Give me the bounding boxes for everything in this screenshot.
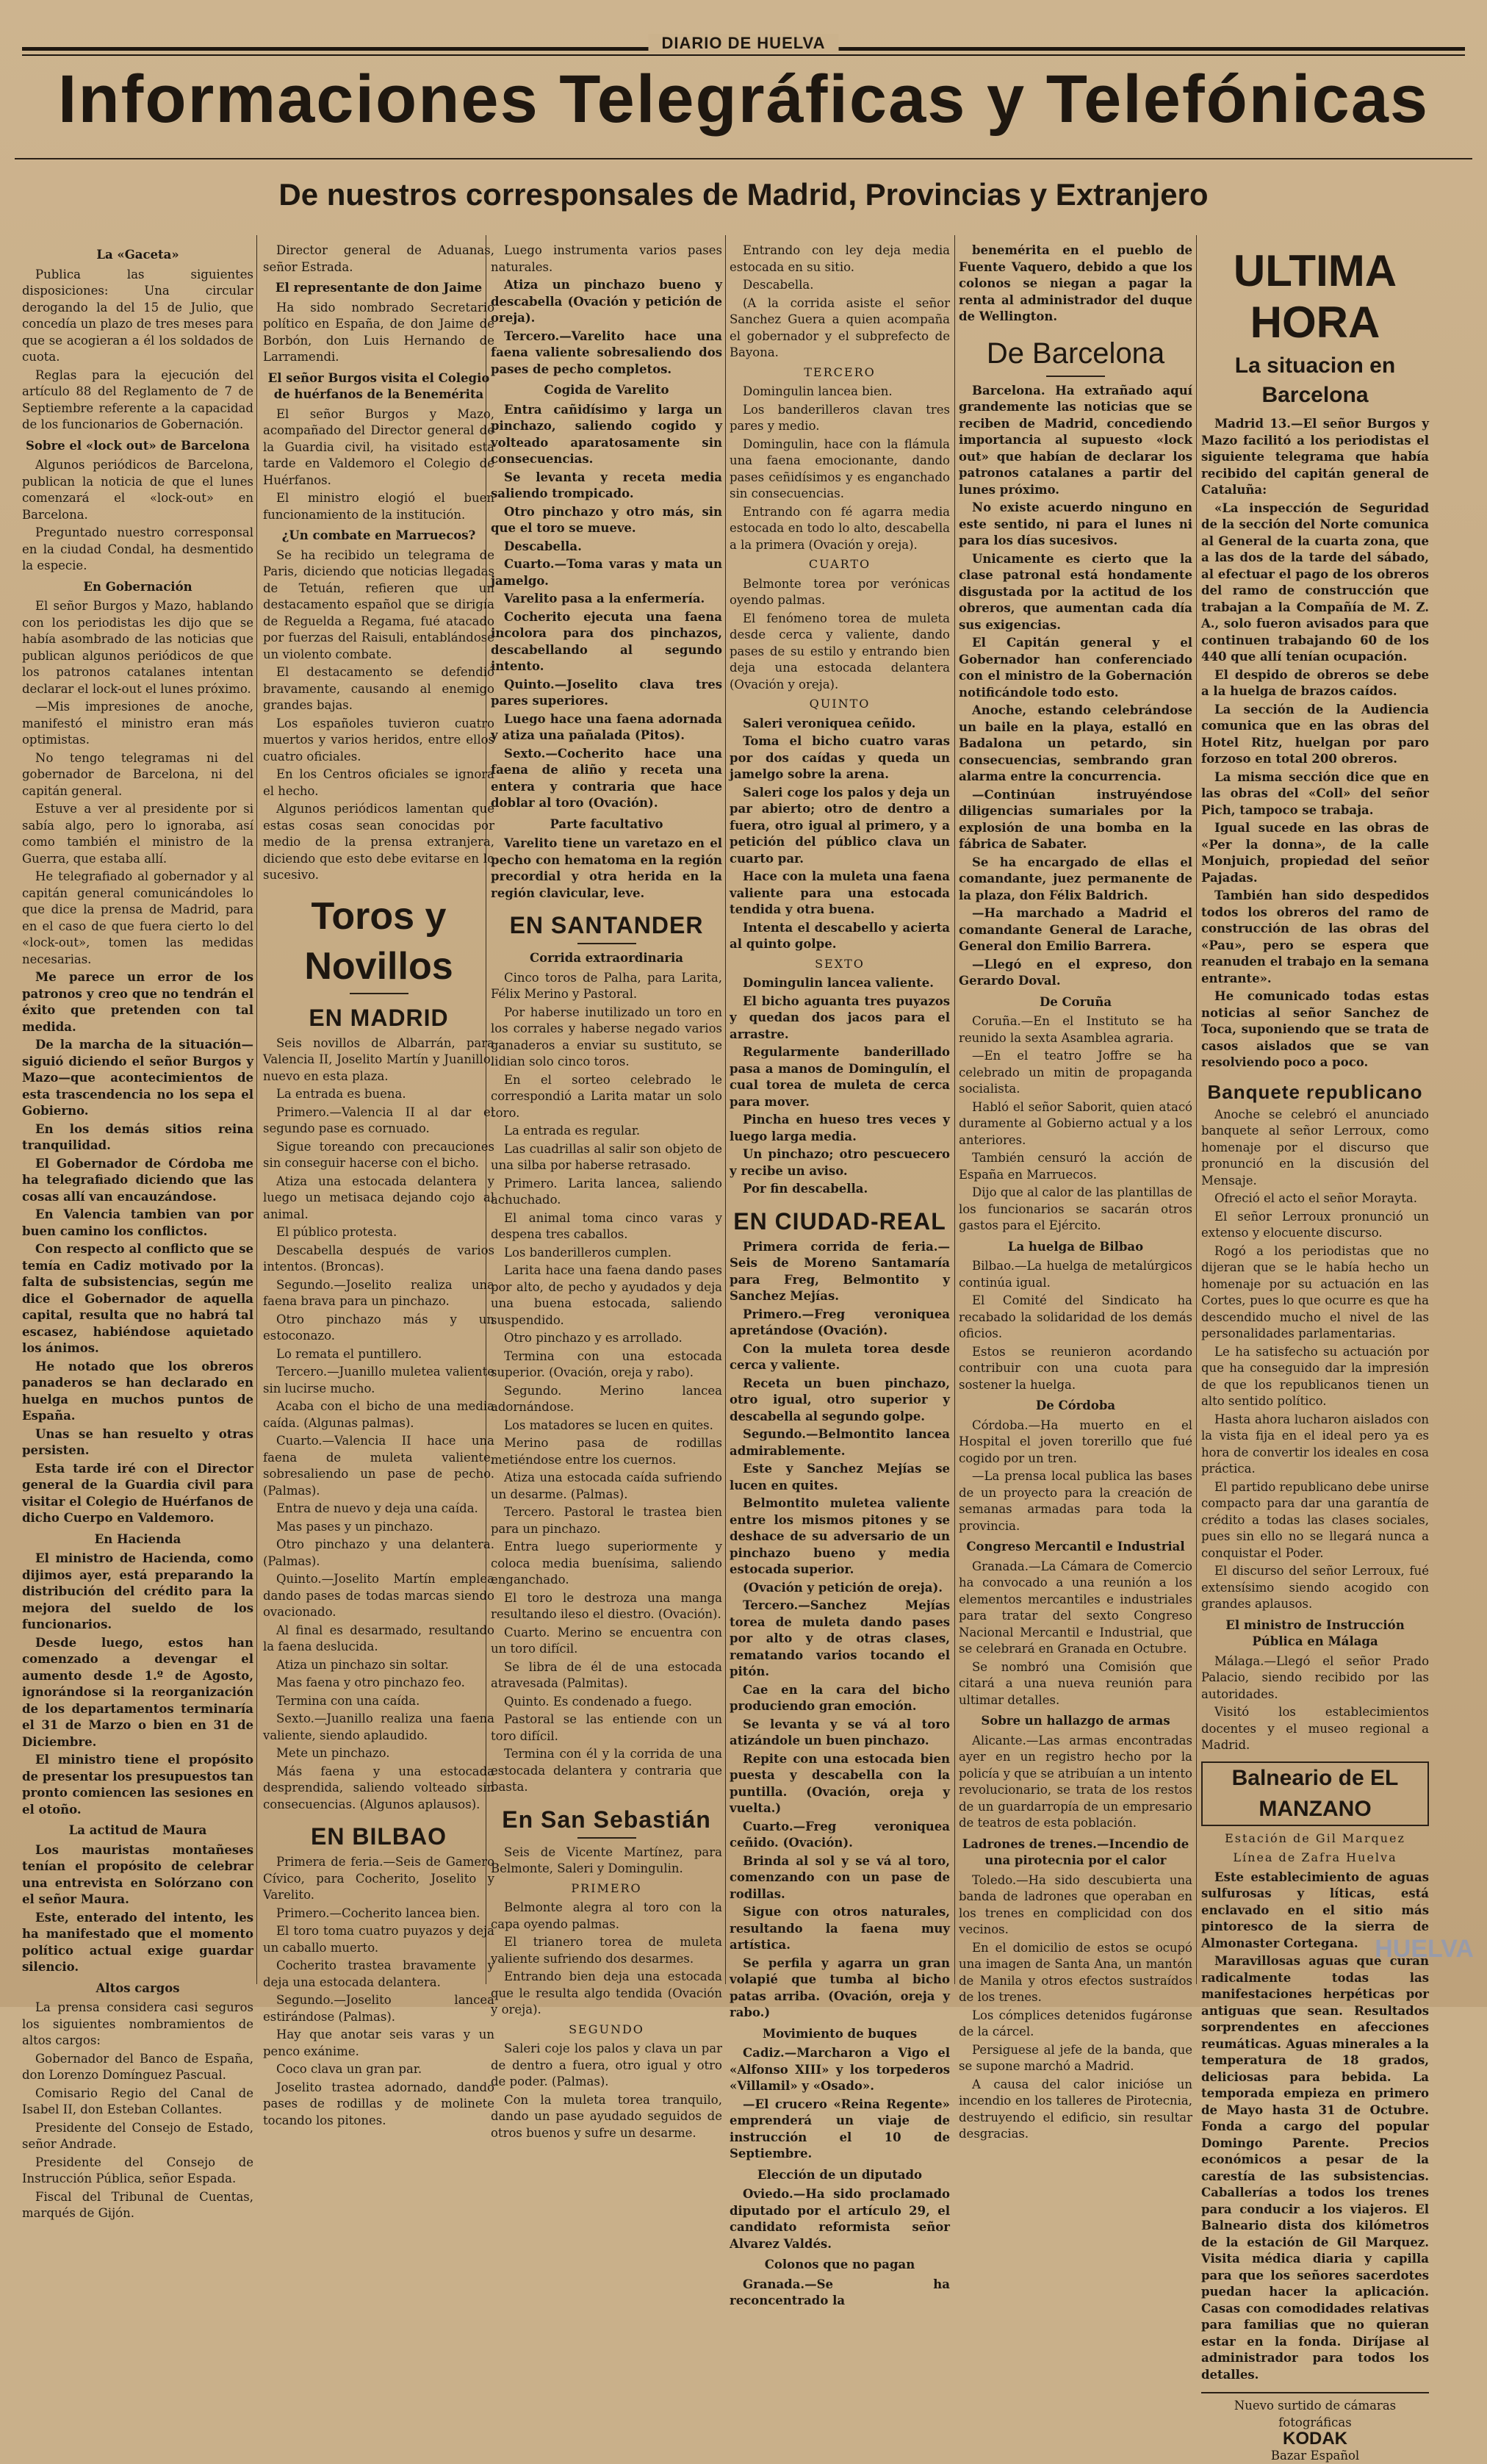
paragraph: La entrada es regular.: [504, 1124, 641, 1138]
paragraph: Comisario Regio del Canal de Isabel II, don Esteban Collantes.: [22, 2086, 253, 2116]
paragraph: Primera corrida de feria.—Seis de Moreno Santamaría para Freg, Belmontito y Sanchez Mejías.: [730, 1239, 950, 1303]
paragraph: Tercero.—Varelito hace una faena valiente sobresaliendo dos pases de pecho completos.: [491, 328, 722, 376]
paragraph: Tercero.—Sanchez Mejías torea de muleta dando pases por alto y de otras clases, rematando varios tocando el pitón.: [730, 1598, 950, 1678]
paragraph: Gobernador del Banco de España, don Lorenzo Domínguez Pascual.: [22, 2051, 253, 2082]
paragraph: Atiza un pinchazo sin soltar.: [276, 1657, 449, 1672]
paragraph: Primero. Larita lancea, saliendo achuchado.: [491, 1176, 722, 1207]
paragraph: Segundo.—Belmontito lancea admirablemente.: [730, 1427, 950, 1458]
paragraph: Unas se han resuelto y otras persisten.: [22, 1426, 253, 1457]
paragraph: Otro pinchazo y otro más, sin que el toro se mueve.: [491, 504, 722, 535]
kodak-advert: [1201, 2392, 1429, 2464]
paragraph: El ministro de Hacienda, como dijimos ayer, está preparando la distribución del crédito para la mejora del sueldo de los funcionarios.: [22, 1551, 253, 1631]
paragraph: Atiza una estocada delantera y luego un metisaca dejando cojo al animal.: [263, 1174, 494, 1221]
paragraph: —Mis impresiones de anoche, manifestó el ministro eran más optimistas.: [22, 700, 253, 747]
paragraph: Hasta ahora lucharon aislados con la vista fija en el ideal pero ya es hora de convertir los ideales en cosa práctica.: [1201, 1412, 1429, 1476]
paragraph: Se nombró una Comisión que citará a una nueva reunión para ultimar detalles.: [959, 1659, 1192, 1707]
headline: De Coruña: [1039, 994, 1112, 1009]
paragraph: La misma sección dice que en las obras del «Coll» del señor Pich, tampoco se trabaja.: [1201, 769, 1429, 817]
column-3: [491, 243, 722, 2140]
section-title: De Barcelona: [986, 337, 1165, 370]
paragraph: Belmontito muletea valiente entre los mismos pitones y se deshace de su adversario de un pinchazo bueno y media estocada superior.: [730, 1496, 950, 1576]
act-label: SEXTO: [815, 956, 865, 971]
paragraph: Termina con él y la corrida de una estocada delantera y contraria que basta.: [491, 1747, 722, 1794]
column-rule: [1196, 235, 1197, 1984]
paragraph: Dijo que al calor de las plantillas de los funcionarios se sacarán otros gastos para el Ejército.: [959, 1185, 1192, 1232]
paragraph: Granada.—La Cámara de Comercio ha convocado a una reunión a los elementos mercantiles e industriales para tratar del sexto Congreso Nacional Mercantil e Industrial, que se celebrará en Granada en Octubre.: [959, 1559, 1192, 1656]
page-subbanner: De nuestros corresponsales de Madrid, Provincias y Extranjero: [278, 177, 1209, 212]
column-2: [263, 243, 494, 2127]
paragraph: Alicante.—Las armas encontradas ayer en un registro hecho por la policía y que se atribuían a un intento revolucionario, se trata de los restos de un guardarropía de un empresario de teatros de esta población.: [959, 1733, 1192, 1830]
headline: Corrida extraordinaria: [530, 951, 683, 965]
paragraph: Este, enterado del intento, les ha manifestado que el momento político actual exige guardar silencio.: [22, 1910, 253, 1974]
section-ornament: [577, 943, 636, 944]
paragraph: Saleri coje los palos y clava un par de dentro a fuera, otro igual y otro de poder. (Palmas).: [491, 2041, 722, 2088]
section-title: En San Sebastián: [502, 1806, 711, 1833]
paragraph: Entra de nuevo y deja una caída.: [276, 1501, 478, 1515]
page-banner: Informaciones Telegráficas y Telefónicas: [57, 62, 1430, 137]
headline: El representante de don Jaime: [275, 281, 483, 295]
advert-line: Línea de Zafra Huelva: [1233, 1850, 1397, 1864]
paragraph: Seis novillos de Albarrán, para Valencia II, Joselito Martín y Juanillo, nuevo en esta plaza.: [263, 1035, 494, 1083]
paragraph: En los demás sitios reina tranquilidad.: [22, 1121, 253, 1152]
section-ornament: [577, 1837, 636, 1839]
paragraph: Descabella.: [504, 539, 582, 553]
paragraph: Cuarto.—Freg veroniquea ceñido. (Ovación).: [730, 1819, 950, 1850]
paragraph: Se levanta y receta media saliendo trompicado.: [491, 470, 722, 500]
paragraph: El señor Burgos y Mazo, acompañado del Director general de la Guardia civil, ha visitado esta tarde en Valdemoro el Colegio de Huérfanos.: [263, 406, 494, 487]
paragraph: Publica las siguientes disposiciones: Una circular derogando la del 15 de Julio, que concedía un plazo de tres meses para que se acogieran a él los soldados de cuota.: [22, 267, 253, 364]
paragraph: Otro pinchazo y es arrollado.: [504, 1331, 683, 1345]
paragraph: Atiza un pinchazo bueno y descabella (Ovación y petición de oreja).: [491, 278, 722, 325]
paragraph: Sexto.—Juanillo realiza una faena valiente, siendo aplaudido.: [263, 1711, 494, 1742]
section-title: EN SANTANDER: [509, 912, 704, 938]
masthead: [22, 22, 1465, 59]
paragraph: El destacamento se defendió bravamente, causando al enemigo grandes bajas.: [263, 665, 494, 712]
paragraph: Rogó a los periodistas que no dijeran que se le había hecho un homenaje por su actuación en las Cortes, pues lo que ocurre es que ha descendido mucho el nivel de las personalidades parlamentarias.: [1201, 1243, 1429, 1340]
paragraph: Repite con una estocada bien puesta y descabella con la puntilla. (Ovación, oreja y vuelta.): [730, 1751, 950, 1815]
paragraph: Igual sucede en las obras de «Per la donna», de la calle Monjuich, propiedad del señor Pajadas.: [1201, 821, 1429, 885]
headline: Colonos que no pagan: [764, 2258, 915, 2271]
paragraph: Habló el señor Saborit, quien atacó duramente al Gobierno actual y a los anteriores.: [959, 1099, 1192, 1147]
paragraph: El despido de obreros se debe a la huelga de brazos caídos.: [1201, 667, 1429, 698]
paper-name: DIARIO DE HUELVA: [649, 34, 839, 53]
column-6: [1201, 243, 1429, 2463]
paragraph: Maravillosas aguas que curan radicalmente todas las manifestaciones herpéticas por antiguas que sean. Resultados sorprendentes en afecciones reumáticas. Aguas minerales a la temperatura de 18 grados, deliciosas para bebida. La temporada empieza en primero de Mayo hasta 31 de Octubre. Fonda a cargo del popular Domingo Parente. Precios económicos a pesar de la carestía de las subsistencias. Caballerías a todos los trenes para conducir a los viajeros. El Balneario dista dos kilómetros de la estación de Gil Marquez. Visita médica diaria y capilla para que los señores sacerdotes puedan hacer la aplicación. Casas con comodidades relativas para familias que no quieran estar en la fonda. Diríjase al administrador para todos los detalles.: [1201, 1954, 1429, 2382]
section-title: Banquete republicano: [1207, 1080, 1423, 1103]
paragraph: Reglas para la ejecución del artículo 88 del Reglamento de 7 de Septiembre referente a la capacidad de los funcionarios de Gobernación.: [22, 367, 253, 431]
paragraph: Los mauristas montañeses tenían el propósito de celebrar una entrevista en Solórzano con el señor Maura.: [22, 1842, 253, 1906]
paragraph: Toma el bicho cuatro varas por dos caídas y queda un jamelgo sobre la arena.: [730, 734, 950, 781]
paragraph: De la marcha de la situación—siguió diciendo el señor Burgos y Mazo—que acontecimientos de esta trascendencia no los sepa el Gobierno.: [22, 1038, 253, 1118]
section-title: EN MADRID: [309, 1004, 449, 1031]
headline: El señor Burgos visita el Colegio de huérfanos de la Benemérita: [267, 370, 490, 401]
paragraph: El señor Burgos y Mazo, hablando con los periodistas les dijo que se había asombrado de las noticias que publican algunos periódicos de que los patronos catalanes intentan declarar el lock-out el lunes próximo.: [22, 599, 253, 696]
archive-watermark: HUELVA: [1375, 1935, 1474, 1963]
paragraph: El ministro tiene el propósito de presentar los presupuestos tan pronto comiencen las sesiones en el otoño.: [22, 1753, 253, 1817]
column-rule: [954, 235, 955, 1984]
headline: La actitud de Maura: [68, 1823, 207, 1837]
paragraph: —Llegó en el expreso, don Gerardo Doval.: [959, 957, 1192, 988]
paragraph: Los cómplices detenidos fugáronse de la cárcel.: [959, 2008, 1192, 2039]
headline: La «Gaceta»: [96, 248, 179, 262]
paragraph: Esta tarde iré con el Director general de la Guardia civil para visitar el Colegio de Huérfanos de dicho Cuerpo en Valdemoro.: [22, 1461, 253, 1525]
paragraph: He telegrafiado al gobernador y al capitán general comunicándoles lo que dice la prensa de Madrid, para en el caso de que fuera cierto lo del «lock-out», tomen las medidas necesarias.: [22, 869, 253, 966]
paragraph: Se ha recibido un telegrama de Paris, diciendo que noticias llegadas de Tetuán, refieren que un destacamento español que se dirigía de Reguelda a Regama, fué atacado por fuerzas del Raisuli, entablándose un violento combate.: [263, 547, 494, 661]
paragraph: Director general de Aduanas, señor Estrada.: [263, 243, 494, 274]
paragraph: He comunicado todas estas noticias al señor Sanchez de Toca, suponiendo que se trata de casos aislados que se van resolviendo poco a poco.: [1201, 989, 1429, 1069]
headline: Altos cargos: [96, 1980, 180, 1995]
paragraph: Anoche, estando celebrándose un baile en la playa, estalló en Badalona un petardo, sin consecuencias, sembrando gran alarma entre la concurrencia.: [959, 703, 1192, 783]
headline: El ministro de Instrucción Pública en Málaga: [1225, 1617, 1405, 1648]
paragraph: Brinda al sol y se vá al toro, comenzando con un pase de rodillas.: [730, 1853, 950, 1901]
section-ornament: [1046, 376, 1105, 377]
paragraph: Fiscal del Tribunal de Cuentas, marqués de Gijón.: [22, 2189, 253, 2220]
paragraph: Ofreció el acto el señor Morayta.: [1214, 1191, 1417, 1205]
paragraph: Este establecimiento de aguas sulfurosas y líticas, está enclavado en el sitio más pintoresco de la sierra de Almonaster Cortegana.: [1201, 1869, 1429, 1950]
paragraph: Primero.—Freg veroniquea apretándose (Ovación).: [730, 1307, 950, 1337]
paragraph: Cuarto.—Valencia II hace una faena de muleta valiente, sobresaliendo un pase de pecho. (Palmas).: [263, 1434, 494, 1498]
act-label: CUARTO: [808, 557, 871, 571]
paragraph: El público protesta.: [276, 1225, 397, 1239]
paragraph: También censuró la acción de España en Marruecos.: [959, 1151, 1192, 1182]
column-4: [730, 243, 950, 2307]
paragraph: El bicho aguanta tres puyazos y quedan dos jacos para el arrastre.: [730, 994, 950, 1041]
paragraph: (A la corrida asiste el señor Sanchez Guera a quien acompaña el gobernador y el subprefecto de Bayona.: [730, 295, 950, 359]
paragraph: —En el teatro Joffre se ha celebrado un mitin de propaganda socialista.: [959, 1049, 1192, 1096]
paragraph: Regularmente banderillado pasa a manos de Domingulín, el cual torea de muleta de cerca para mover.: [730, 1045, 950, 1109]
paragraph: Belmonte alegra al toro con la capa oyendo palmas.: [491, 1900, 722, 1931]
paragraph: Los banderilleros clavan tres pares y medio.: [730, 402, 950, 433]
section-title: EN BILBAO: [311, 1823, 447, 1850]
paragraph: Coco clava un gran par.: [276, 2062, 422, 2076]
paragraph: Varelito tiene un varetazo en el pecho con hematoma en la región precordial y otra herida en la región clavicular, leve.: [491, 836, 722, 900]
paragraph: Algunos periódicos lamentan que estas cosas sean conocidas por medio de la prensa extranjera, diciendo que esto debe evitarse en lo sucesivo.: [263, 802, 494, 882]
paragraph: En el domicilio de estos se ocupó una imagen de Santa Ana, un mantón de Manila y otros efectos sustraídos de los trenes.: [959, 1940, 1192, 2004]
paragraph: Entrando bien deja una estocada que le resulta algo tendida (Ovación y oreja).: [491, 1969, 722, 2016]
paragraph: Toledo.—Ha sido descubierta una banda de ladrones que operaban en los trenes en complicidad con dos vecinos.: [959, 1872, 1192, 1936]
paragraph: Acaba con el bicho de una media caída. (Algunas palmas).: [263, 1399, 494, 1430]
paragraph: Estos se reunieron acordando contribuir con una cuota para sostener la huelga.: [959, 1344, 1192, 1392]
headline: Parte facultativo: [550, 816, 663, 831]
paragraph: Domingulin lancea valiente.: [743, 976, 934, 990]
paragraph: A causa del calor inicióse un incendio en los talleres de Pirotecnia, destruyendo el edificio, sin resultar desgracias.: [959, 2077, 1192, 2141]
paragraph: Domingulin, hace con la flámula una faena emocionante, dando pases ceñidísimos y es enganchado sin consecuencias.: [730, 437, 950, 500]
headline: Congreso Mercantil e Industrial: [966, 1540, 1185, 1554]
paragraph: Los banderilleros cumplen.: [504, 1245, 672, 1260]
headline: En Gobernación: [83, 579, 192, 594]
paragraph: Más faena y una estocada desprendida, saliendo volteado sin consecuencias. (Algunos aplausos).: [263, 1764, 494, 1811]
paragraph: La sección de la Audiencia comunica que en las obras del Hotel Ritz, huelgan por paro forzoso en total 200 obreros.: [1201, 702, 1429, 766]
paragraph: Cocherito trastea bravamente y deja una estocada delantera.: [263, 1958, 494, 1989]
paragraph: Málaga.—Llegó el señor Prado Palacio, siendo recibido por las autoridades.: [1201, 1653, 1429, 1701]
paragraph: La entrada es buena.: [276, 1087, 406, 1101]
paragraph: Domingulin lancea bien.: [743, 384, 893, 398]
column-rule: [725, 235, 726, 1984]
paragraph: Belmonte torea por verónicas oyendo palmas.: [730, 576, 950, 607]
paragraph: El partido republicano debe unirse compacto para dar una garantía de crédito a todas las clases sociales, pues sin ello no se llegará nunca a conquistar el Poder.: [1201, 1479, 1429, 1560]
paragraph: —Ha marchado a Madrid el comandante General de Larache, General don Emilio Barrera.: [959, 906, 1192, 953]
paragraph: Saleri veroniquea ceñido.: [743, 716, 916, 730]
paragraph: El Capitán general y el Gobernador han conferenciado con el ministro de la Gobernación notificándole todo esto.: [959, 636, 1192, 700]
paragraph: Mas pases y un pinchazo.: [276, 1519, 433, 1534]
paragraph: Me parece un error de los patronos y creo que no tendrán el éxito que pretenden con tal medida.: [22, 970, 253, 1034]
paragraph: Ha sido nombrado Secretario político en España, de don Jaime de Borbón, don Luis Hernando de Larramendi.: [263, 300, 494, 364]
paragraph: Coruña.—En el Instituto se ha reunido la sexta Asamblea agraria.: [959, 1014, 1192, 1045]
paragraph: Luego instrumenta varios pases naturales.: [491, 243, 722, 274]
paragraph: Mete un pinchazo.: [276, 1746, 390, 1760]
paragraph: Oviedo.—Ha sido proclamado diputado por el artículo 29, el candidato reformista señor Alvarez Valdés.: [730, 2187, 950, 2251]
paragraph: El toro toma cuatro puyazos y deja un caballo muerto.: [263, 1924, 494, 1955]
column-1: [22, 243, 253, 2220]
paragraph: Córdoba.—Ha muerto en el Hospital el joven torerillo que fué cogido por un tren.: [959, 1418, 1192, 1465]
paragraph: Pincha en hueso tres veces y luego larga media.: [730, 1113, 950, 1143]
paragraph: Termina con una estocada superior. (Ovación, oreja y rabo).: [491, 1348, 722, 1379]
paragraph: Por haberse inutilizado un toro en los corrales y haberse negado varios ganaderos a enviar su sustituto, se lidian solo cinco toros.: [491, 1005, 722, 1068]
paragraph: He notado que los obreros panaderos se han declarado en huelga en muchos puntos de España.: [22, 1359, 253, 1423]
paragraph: El fenómeno torea de muleta desde cerca y valiente, dando pases de su estilo y entrando bien deja una estocada delantera (Ovación y oreja).: [730, 611, 950, 692]
paragraph: Unicamente es cierto que la clase patronal está hondamente disgustada por la actitud de los obreros, que aumentan cada día sus exigencias.: [959, 551, 1192, 632]
paragraph: También han sido despedidos todos los obreros del ramo de construcción de las obras del «Pau», pero se espera que reanuden el trabajo en la semana entrante».: [1201, 888, 1429, 985]
advert-line: Nuevo surtido de cámaras fotográficas: [1234, 2399, 1397, 2429]
paragraph: Termina con una caída.: [276, 1693, 420, 1708]
column-5: [959, 243, 1192, 2141]
paragraph: —La prensa local publica las bases de un proyecto para la creación de semanas armadas para toda la provincia.: [959, 1469, 1192, 1533]
paragraph: Segundo. Merino lancea adornándose.: [491, 1383, 722, 1414]
paragraph: Se perfila y agarra un gran volapié que tumba al bicho patas arriba. (Ovación, oreja y rabo.): [730, 1955, 950, 2019]
act-label: SEGUNDO: [569, 2022, 644, 2036]
advert-line: Estación de Gil Marquez: [1225, 1831, 1405, 1845]
paragraph: El ministro elogió el buen funcionamiento de la institución.: [263, 491, 494, 522]
paragraph: Tercero. Pastoral le trastea bien para un pinchazo.: [491, 1505, 722, 1536]
paragraph: El trianero torea de muleta valiente sufriendo dos desarmes.: [491, 1935, 722, 1966]
paragraph: Receta un buen pinchazo, otro igual, otro superior y descabella al segundo golpe.: [730, 1376, 950, 1423]
act-label: TERCERO: [804, 364, 876, 379]
banner-rule: [15, 158, 1472, 159]
paragraph: Madrid 13.—El señor Burgos y Mazo facilitó a los periodistas el siguiente telegrama que había recibido del capitán general de Cataluña:: [1201, 417, 1429, 497]
paragraph: Granada.—Se ha reconcentrado la: [730, 2277, 950, 2307]
advert-title: Balneario de EL MANZANO: [1201, 1761, 1429, 1826]
headline: Sobre un hallazgo de armas: [981, 1714, 1170, 1728]
paragraph: El Comité del Sindicato ha recabado la solidaridad de los demás oficios.: [959, 1293, 1192, 1340]
paragraph: Tercero.—Juanillo muletea valiente sin lucirse mucho.: [263, 1365, 494, 1396]
advert-line: Bazar Español: [1270, 2448, 1360, 2463]
paragraph: Primero.—Valencia II al dar el segundo pase es cornuado.: [263, 1105, 494, 1135]
paragraph: Otro pinchazo más y un estoconazo.: [263, 1312, 494, 1343]
headline: En Hacienda: [94, 1531, 181, 1546]
paragraph: Preguntado nuestro corresponsal en la ciudad Condal, ha desmentido la especie.: [22, 525, 253, 572]
paragraph: El señor Lerroux pronunció un extenso y elocuente discurso.: [1201, 1209, 1429, 1240]
paragraph: Anoche se celebró el anunciado banquete al señor Lerroux, como homenaje por el discurso que pronunció en la discusión del Mensaje.: [1201, 1107, 1429, 1188]
paragraph: El toro le destroza una manga resultando ileso el diestro. (Ovación).: [491, 1590, 722, 1621]
paragraph: benemérita en el pueblo de Fuente Vaquero, debido a que los colonos se niegan a pagar la renta al administrador del duque de Wellington.: [959, 243, 1192, 323]
paragraph: Descabella.: [743, 278, 814, 292]
paragraph: No existe acuerdo ninguno en este sentido, ni para el lunes ni para los días sucesivos.: [959, 500, 1192, 547]
paragraph: Saleri coge los palos y deja un par abierto; otro de dentro a fuera, otro igual al primero, y a petición del público clava un cuarto par.: [730, 785, 950, 866]
paragraph: —Continúan instruyéndose diligencias sumariales por la explosión de una bomba en la fábrica de Sabater.: [959, 787, 1192, 851]
paragraph: Varelito pasa a la enfermería.: [504, 592, 705, 606]
paragraph: Cocherito ejecuta una faena incolora para dos pinchazos, descabellando al segundo intento.: [491, 609, 722, 673]
headline: La situacion en Barcelona: [1234, 353, 1396, 407]
paragraph: Hace con la muleta una faena valiente para una estocada tendida y otra buena.: [730, 869, 950, 916]
paragraph: Barcelona. Ha extrañado aquí grandemente las noticias que se reciben de Madrid, concediendo importancia al supuesto «lock out» que habían de declarar los patronos catalanes a partir del lunes próximo.: [959, 383, 1192, 497]
paragraph: Lo remata el puntillero.: [276, 1346, 422, 1361]
paragraph: Con respecto al conflicto que se temía en Cadiz motivado por la falta de subsistencias, según me dice el Gobernador de aquella capital, resulta que no habrá tal escasez, habiéndose aquietado los ánimos.: [22, 1242, 253, 1355]
paragraph: Con la muleta torea desde cerca y valiente.: [730, 1341, 950, 1372]
paragraph: (Ovación y petición de oreja).: [743, 1580, 943, 1595]
paragraph: El animal toma cinco varas y despena tres caballos.: [491, 1210, 722, 1241]
paragraph: Segundo.—Joselito lancea estirándose (Palmas).: [263, 1993, 494, 2024]
paragraph: Las cuadrillas al salir son objeto de una silba por haberse retrasado.: [491, 1141, 722, 1172]
paragraph: Cinco toros de Palha, para Larita, Félix Merino y Pastoral.: [491, 970, 722, 1001]
paragraph: Los matadores se lucen en quites.: [504, 1418, 713, 1432]
paragraph: En los Centros oficiales se ignora el hecho.: [263, 767, 494, 798]
paragraph: Seis de Vicente Martínez, para Belmonte, Saleri y Domingulin.: [491, 1845, 722, 1875]
paragraph: Un pinchazo; otro pescuecero y recibe un aviso.: [730, 1147, 950, 1178]
paragraph: Sexto.—Cocherito hace una faena de aliño y receta una entera y contraria que hace doblar al toro (Ovación).: [491, 746, 722, 810]
paragraph: No tengo telegramas ni del gobernador de Barcelona, ni del capitán general.: [22, 750, 253, 798]
paragraph: Bilbao.—La huelga de metalúrgicos continúa igual.: [959, 1259, 1192, 1290]
paragraph: Se ha encargado de ellas el comandante, juez permanente de la plaza, don Félix Baldrich.: [959, 855, 1192, 902]
headline: La huelga de Bilbao: [1007, 1239, 1144, 1254]
paragraph: Descabella después de varios intentos. (Broncas).: [263, 1243, 494, 1274]
paragraph: El Gobernador de Córdoba me ha telegrafiado diciendo que las cosas allí van encauzándose.: [22, 1156, 253, 1204]
kodak-brand: KODAK: [1283, 2429, 1347, 2449]
paragraph: Quinto. Es condenado a fuego.: [504, 1694, 692, 1709]
headline: Ladrones de trenes.—Incendio de una pirotecnia por el calor: [962, 1836, 1189, 1867]
paragraph: Atiza una estocada caída sufriendo un desarme. (Palmas).: [491, 1470, 722, 1501]
paragraph: Entrando con ley deja media estocada en su sitio.: [730, 243, 950, 274]
paragraph: Pastoral se las entiende con un toro difícil.: [491, 1712, 722, 1743]
paragraph: Sigue toreando con precauciones sin conseguir hacerse con el bicho.: [263, 1139, 494, 1170]
paragraph: Algunos periódicos de Barcelona, publican la noticia de que el lunes comenzará el «lock-out» en Barcelona.: [22, 458, 253, 522]
paragraph: Visitó los establecimientos docentes y el museo regional a Madrid.: [1201, 1705, 1429, 1752]
paragraph: Cadiz.—Marcharon a Vigo el «Alfonso XIII» y los torpederos «Villamil» y «Osado».: [730, 2046, 950, 2093]
ultima-hora-title: ULTIMA HORA: [1233, 246, 1397, 347]
paragraph: Cae en la cara del bicho produciendo gran emoción.: [730, 1682, 950, 1713]
paragraph: Luego hace una faena adornada y atiza una pañalada (Pitos).: [491, 711, 722, 742]
paragraph: —El crucero «Reina Regente» emprenderá un viaje de instrucción el 10 de Septiembre.: [730, 2097, 950, 2161]
paragraph: La prensa considera casi seguros los siguientes nombramientos de altos cargos:: [22, 2000, 253, 2047]
paragraph: Le ha satisfecho su actuación por que ha conseguido dar la impresión de que los republicanos tienen un alto sentido político.: [1201, 1344, 1429, 1408]
paragraph: Desde luego, estos han comenzado a devengar el aumento desde 1.º de Agosto, ignorándose si la reorganización de los departamentos terminaría el 31 de Marzo o bien en 31 de Diciembre.: [22, 1635, 253, 1749]
paragraph: «La inspección de Seguridad de la sección del Norte comunica al General de la cuarta zona, que a las dos de la tarde del sábado, al efectuar el pago de los obreros del ramo de construcción que trabajan a la Compañía de M. Z. A., solo fueron avisados para que continuen trabajando 60 de los 440 que allí tenían ocupación.: [1201, 500, 1429, 664]
paragraph: Presidente del Consejo de Estado, señor Andrade.: [22, 2120, 253, 2151]
paragraph: Persiguese al jefe de la banda, que se supone marchó a Madrid.: [959, 2042, 1192, 2073]
masthead-rule-thin: [22, 54, 1465, 56]
paragraph: En Valencia tambien van por buen camino los conflictos.: [22, 1207, 253, 1238]
headline: Movimiento de buques: [762, 2026, 918, 2041]
paragraph: Mas faena y otro pinchazo feo.: [276, 1675, 465, 1689]
paragraph: Intenta el descabello y acierta al quinto golpe.: [730, 920, 950, 951]
paragraph: Joselito trastea adornado, dando pases de rodillas y de molinete tocando los pitones.: [263, 2080, 494, 2127]
paragraph: Quinto.—Joselito Martín emplea dando pases de todas marcas siendo ovacionado.: [263, 1572, 494, 1619]
act-label: PRIMERO: [571, 1881, 642, 1895]
paragraph: Otro pinchazo y una delantera. (Palmas).: [263, 1537, 494, 1568]
paragraph: Segundo.—Joselito realiza una faena brava para un pinchazo.: [263, 1277, 494, 1308]
paragraph: Primero.—Cocherito lancea bien.: [276, 1906, 480, 1920]
paragraph: En el sorteo celebrado le correspondió a Larita matar un solo toro.: [491, 1072, 722, 1120]
paragraph: Cuarto.—Toma varas y mata un jamelgo.: [491, 557, 722, 588]
paragraph: Se libra de él de una estocada atravesada (Palmitas).: [491, 1659, 722, 1690]
section-title: EN CIUDAD-REAL: [733, 1207, 946, 1235]
paragraph: Merino pasa de rodillas metiéndose entre los cuernos.: [491, 1436, 722, 1467]
paragraph: Hay que anotar seis varas y un penco exánime.: [263, 2027, 494, 2058]
headline: De Córdoba: [1035, 1398, 1116, 1412]
headline: ¿Un combate en Marruecos?: [281, 528, 476, 542]
paragraph: Quinto.—Joselito clava tres pares superiores.: [491, 677, 722, 708]
headline: Elección de un diputado: [757, 2167, 923, 2182]
paragraph: Este y Sanchez Mejías se lucen en quites.: [730, 1462, 950, 1493]
paragraph: Estuve a ver al presidente por si sabía algo, pero lo ignoraba, así como también el ministro de la Guerra, que estaba allí.: [22, 802, 253, 866]
paragraph: El discurso del señor Lerroux, fué extensísimo siendo acogido con grandes aplausos.: [1201, 1564, 1429, 1611]
paragraph: Cuarto. Merino se encuentra con un toro difícil.: [491, 1625, 722, 1656]
paragraph: Primera de feria.—Seis de Gamero Cívico, para Cocherito, Joselito y Varelito.: [263, 1855, 494, 1902]
paragraph: Con la muleta torea tranquilo, dando un pase ayudado seguidos de otros buenos y sufre un desarme.: [491, 2092, 722, 2140]
section-title: Toros y Novillos: [304, 894, 453, 988]
section-ornament: [350, 993, 408, 994]
paragraph: Presidente del Consejo de Instrucción Pública, señor Espada.: [22, 2155, 253, 2185]
act-label: QUINTO: [809, 697, 871, 711]
paragraph: Los españoles tuvieron cuatro muertos y varios heridos, entre ellos cuatro oficiales.: [263, 716, 494, 764]
paragraph: Entra cañidísimo y larga un pinchazo, saliendo cogido y volteado aparatosamente sin consecuencias.: [491, 402, 722, 466]
paragraph: Se levanta y se vá al toro atizándole un buen pinchazo.: [730, 1717, 950, 1748]
paragraph: Por fin descabella.: [743, 1182, 868, 1196]
paragraph: Entrando con fé agarra media estocada en todo lo alto, descabella a la primera (Ovación y oreja).: [730, 504, 950, 552]
paragraph: Entra luego superiormente y coloca media buenísima, saliendo enganchado.: [491, 1540, 722, 1587]
column-rule: [256, 235, 257, 1984]
headline: Sobre el «lock out» de Barcelona: [25, 438, 250, 453]
headline: Cogida de Varelito: [544, 383, 669, 397]
paragraph: Sigue con otros naturales, resultando la faena muy artística.: [730, 1905, 950, 1952]
paragraph: Al final es desarmado, resultando la faena deslucida.: [263, 1623, 494, 1653]
paragraph: Larita hace una faena dando pases por alto, de pecho y ayudados y deja una buena estocada, saliendo suspendido.: [491, 1263, 722, 1327]
